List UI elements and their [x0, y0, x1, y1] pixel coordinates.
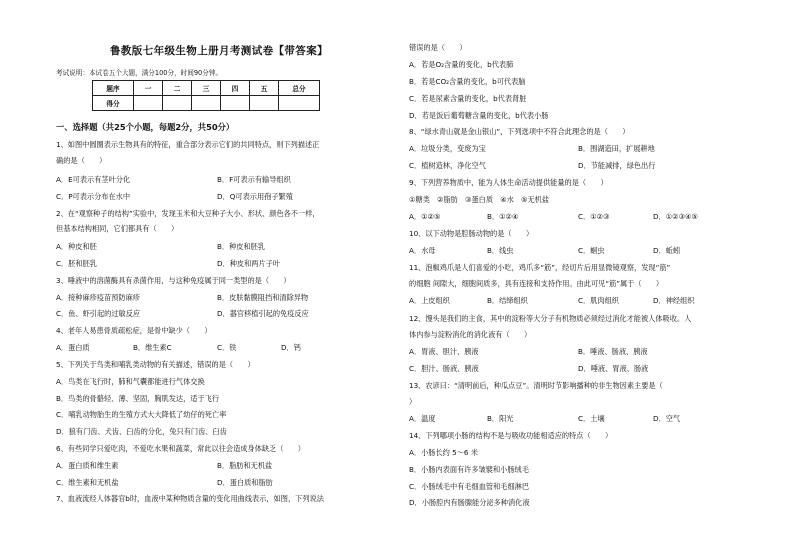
option-text: B．皮肤黏膜阻挡和清除异物	[217, 293, 309, 302]
question-text: 6、有些同学只爱吃肉，不爱吃水果和蔬菜，常此以往会造成身体缺乏（ ）	[56, 444, 305, 453]
option-text: A．①②⑤	[409, 212, 441, 221]
option-text: A．温度	[409, 414, 436, 423]
question-text: 体内参与淀粉消化的消化液有（ ）	[409, 330, 532, 339]
question-text: 5、下列关于鸟类和哺乳类动物的有关描述，错误的是（ ）	[56, 360, 255, 369]
option-text: A．蛋白质和维生素	[56, 461, 119, 470]
question-text: 的细胞 间隙大，细胞间质多，具有连接和支持作用。由此可见“筋”属于（ ）	[409, 279, 664, 288]
option-text: D．空气	[653, 414, 681, 423]
score-table-row	[93, 96, 320, 111]
question-text: 9、下列营养物质中，能为人体生命活动提供能量的是（ ）	[409, 178, 608, 187]
option-text: C．小肠绒毛中有毛细血管和毛细淋巴	[409, 482, 530, 491]
score-row-label: 得分	[93, 96, 134, 111]
score-header-cell: 题序	[93, 81, 134, 96]
section-heading: 一、选择题（共25个小题，每题2分，共50分）	[56, 122, 235, 132]
score-cell[interactable]	[250, 96, 279, 111]
score-cell[interactable]	[279, 96, 320, 111]
option-text: B．种皮和胚乳	[217, 242, 266, 251]
option-text: A．上皮组织	[409, 296, 450, 305]
option-text: A．鸟类在飞行时，肺和气囊都能进行气体交换	[56, 377, 205, 386]
option-text: B．围湖造田，扩展耕地	[578, 144, 655, 153]
option-text: C．①②③	[578, 212, 610, 221]
option-text: C．土壤	[578, 414, 605, 423]
option-text: A．E可表示有茎叶分化	[56, 175, 131, 184]
question-text: 1、如图中圆圈表示生物具有的特征，重合部分表示它们的共同特点，则下列描述正	[56, 140, 320, 149]
option-text: D．Q可表示用孢子繁殖	[217, 192, 293, 201]
option-text: A．垃圾分类，变废为宝	[409, 144, 486, 153]
score-cell[interactable]	[163, 96, 192, 111]
option-text: B．唾液、肠液、胰液	[578, 347, 648, 356]
option-text: A．小肠长约 5～6 米	[409, 448, 478, 457]
option-text: C．维生素和无机盐	[56, 478, 119, 487]
option-text: B．脂肪和无机盐	[217, 461, 273, 470]
question-text: 3、唾液中的溶菌酶具有杀菌作用，与这种免疫属于同一类型的是（ ）	[56, 276, 291, 285]
question-text: 10、以下动物是腔肠动物的是（ ）	[409, 229, 534, 238]
score-header-cell: 一	[134, 81, 163, 96]
option-text: B．维生素C	[133, 343, 172, 352]
option-text: D．蛋白质和脂肪	[217, 478, 273, 487]
option-text: C．若是尿素含量的变化，b代表肾脏	[409, 94, 527, 103]
option-text: A．种皮和胚	[56, 242, 97, 251]
option-text: A．若是O₂含量的变化，b代表肺	[409, 60, 514, 69]
option-text: B．结缔组织	[487, 296, 528, 305]
question-text: 14、下列哪项小肠的结构不是与吸收功能相适应的特点（ ）	[409, 431, 613, 440]
option-text: A．蛋白质	[56, 343, 90, 352]
score-table-header-row	[93, 81, 320, 96]
option-text: D．若是饭后葡萄糖含量的变化，b代表小肠	[409, 111, 549, 120]
option-text: A．水母	[409, 246, 436, 255]
question-text: 12、馒头是我们的主食，其中的淀粉等大分子有机物质必须经过消化才能被人体吸收。人	[409, 314, 692, 323]
score-header-cell: 五	[250, 81, 279, 96]
score-cell[interactable]	[221, 96, 250, 111]
option-text: C．哺乳动物胎生的生殖方式大大降低了幼仔的死亡率	[56, 410, 227, 419]
option-text: B．小肠内表面有许多皱襞和小肠绒毛	[409, 465, 529, 474]
question-text: 11、泡椒鸡爪是人们喜爱的小吃，鸡爪多“筋”，经切片后用显微镜观察，发现“筋”	[409, 263, 671, 272]
option-text: B．F可表示有输导组织	[217, 175, 291, 184]
option-text: A．接种麻疹疫苗预防麻疹	[56, 293, 140, 302]
option-text: B．线虫	[487, 246, 514, 255]
score-cell[interactable]	[134, 96, 163, 111]
score-table	[92, 80, 320, 111]
exam-instructions: 考试说明：本试卷五个大题，满分100分，时间90分钟。	[56, 69, 223, 77]
option-text: D．蚯蚓	[653, 246, 681, 255]
question-text: ）	[409, 397, 417, 406]
option-text: D．种皮和两片子叶	[217, 259, 281, 268]
question-text: 13、农谚曰：“清明前后，种瓜点豆”。清明时节影响播种的非生物因素主要是（	[409, 381, 663, 390]
score-header-cell: 二	[163, 81, 192, 96]
question-text: 4、老年人易患骨质疏松症，是骨中缺少（ ）	[56, 326, 212, 335]
option-text: B．鸟类的骨骼轻、薄、坚固，胸肌发达，适于飞行	[56, 394, 220, 403]
option-text: B．若是CO₂含量的变化，b可代表脑	[409, 77, 526, 86]
option-text: D．神经组织	[653, 296, 695, 305]
option-text: C．植树造林，净化空气	[409, 161, 486, 170]
option-text: C．铁	[217, 343, 237, 352]
option-text: C．P可表示分布在水中	[56, 192, 131, 201]
score-header-cell: 总分	[279, 81, 320, 96]
question-text: 7、血液流经人体器官b时，血液中某种物质含量的变化用曲线表示，如图，下列说法	[56, 494, 324, 503]
question-text: 2、在“观察种子的结构”实验中，发现玉米和大豆种子大小、形状、颜色各不一样，	[56, 209, 320, 218]
option-text: D．①②③④⑤	[653, 212, 698, 221]
option-text: A．胃液、胆汁、胰液	[409, 347, 479, 356]
option-text: C．胚和胚乳	[56, 259, 97, 268]
question-text: 确的是（ ）	[56, 156, 107, 165]
question-text: 错误的是（ ）	[409, 43, 467, 52]
option-text: C．肌肉组织	[578, 296, 619, 305]
question-text: 8、“绿水青山就是金山银山”，下列选项中不符合此理念的是（ ）	[409, 127, 630, 136]
option-text: C．胆汁、肠液、胰液	[409, 364, 479, 373]
option-text: D．钙	[281, 343, 301, 352]
option-text: D．小肠腔内有肠腺能分泌多种消化液	[409, 498, 530, 507]
option-text: D．狼有门齿、犬齿、臼齿的分化，兔只有门齿、臼齿	[56, 427, 227, 436]
question-text: 但基本结构相同，它们都具有（ ）	[56, 224, 179, 233]
option-text: B．①②④	[487, 212, 519, 221]
question-text: ①糖类 ②脂肪 ③蛋白质 ④水 ⑤无机盐	[409, 195, 550, 204]
option-text: D．器官移植引起的免疫反应	[217, 309, 309, 318]
option-text: B．阳光	[487, 414, 514, 423]
score-cell[interactable]	[192, 96, 221, 111]
option-text: C．蛔虫	[578, 246, 605, 255]
score-header-cell: 四	[221, 81, 250, 96]
option-text: C．鱼、虾引起的过敏反应	[56, 309, 141, 318]
page-title: 鲁教版七年级生物上册月考测试卷【带答案】	[110, 45, 328, 57]
option-text: D．唾液、胃液、肠液	[578, 364, 649, 373]
option-text: D．节能减排，绿色出行	[578, 161, 656, 170]
score-header-cell: 三	[192, 81, 221, 96]
